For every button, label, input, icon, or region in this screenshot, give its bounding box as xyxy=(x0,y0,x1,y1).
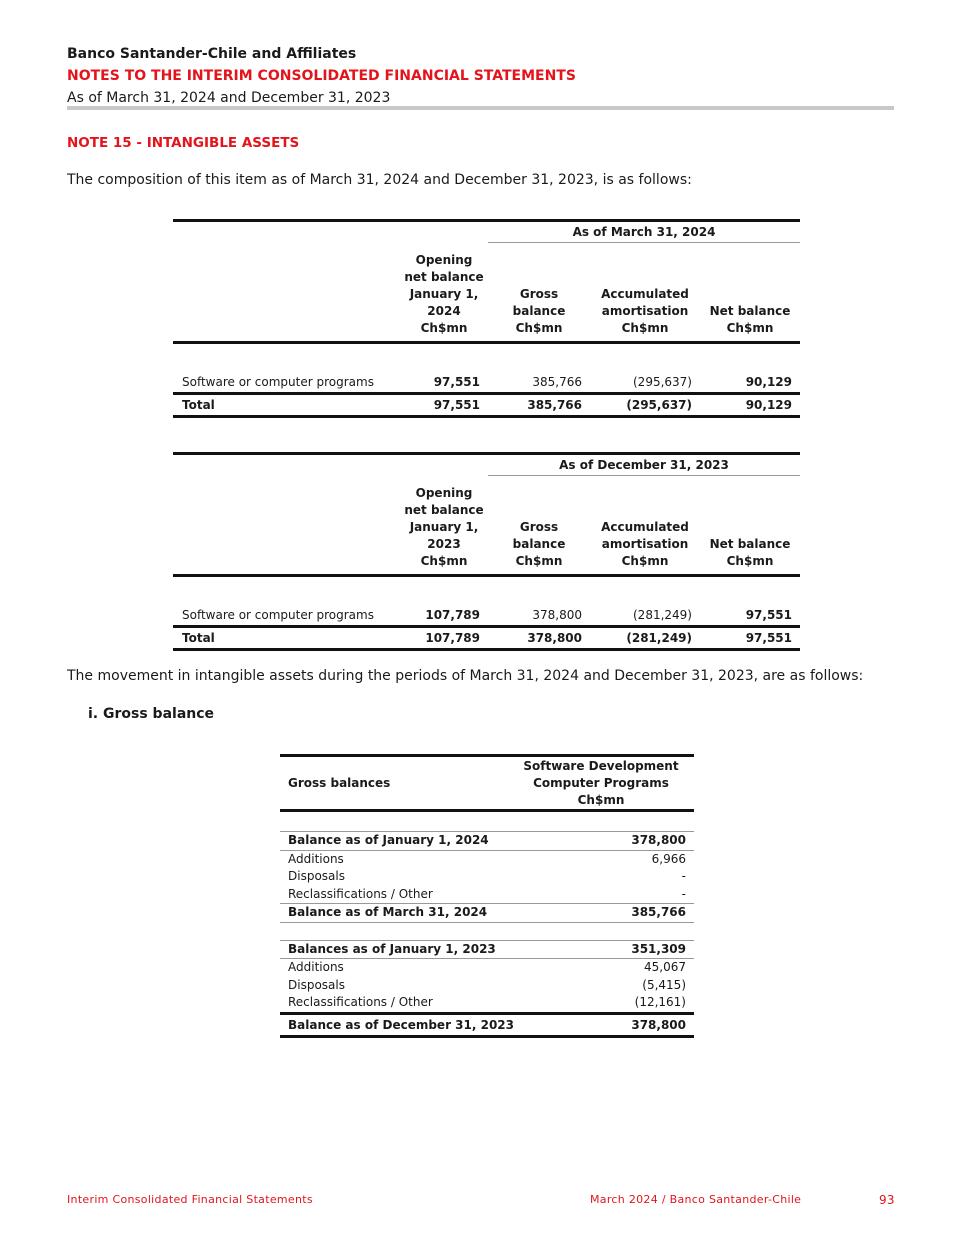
table-row: Software or computer programs 107,789 378,800 (281,249) 97,551 xyxy=(182,608,792,622)
col-header: Gross balances xyxy=(288,776,391,790)
col-header: Net balance Ch$mn xyxy=(709,537,791,568)
gross-balance-table xyxy=(280,754,694,1038)
table-row: Reclassifications / Other (12,161) xyxy=(288,995,686,1009)
period: As of March 31, 2024 and December 31, 2023 xyxy=(67,90,391,106)
intro-text: The composition of this item as of March 31, 2024 and December 31, 2023, is as follows: xyxy=(67,172,692,188)
table-row: Balance as of March 31, 2024 385,766 xyxy=(288,905,686,919)
col-header: Software Development Computer Programs Ch$mn xyxy=(523,758,679,807)
table-row: Balances as of January 1, 2023 351,309 xyxy=(288,941,686,956)
col-header: Gross balance Ch$mn xyxy=(512,520,566,568)
table-row: Disposals - xyxy=(288,869,686,883)
table-row: Disposals (5,415) xyxy=(288,977,686,992)
document-title: NOTES TO THE INTERIM CONSOLIDATED FINANCIAL STATEMENTS xyxy=(67,68,576,84)
subsection-title: i. Gross balance xyxy=(88,706,215,722)
composition-table-2023 xyxy=(173,452,800,651)
col-header: Opening net balance January 1, 2023 Ch$mn xyxy=(404,486,484,568)
total-row: Total 97,551 385,766 (295,637) 90,129 xyxy=(182,398,792,412)
movement-text: The movement in intangible assets during the periods of March 31, 2024 and December 31, 2023, are as follows: xyxy=(67,668,864,684)
table-row: Reclassifications / Other - xyxy=(288,886,686,901)
footer-left: Interim Consolidated Financial Statements xyxy=(67,1193,313,1206)
col-header: Net balance Ch$mn xyxy=(709,304,791,335)
header-divider xyxy=(67,106,894,110)
company-name: Banco Santander-Chile and Affiliates xyxy=(67,46,357,62)
table-row: Additions 6,966 xyxy=(288,851,686,866)
table-row: Balance as of January 1, 2024 378,800 xyxy=(288,833,686,847)
table-row: Software or computer programs 97,551 385,766 (295,637) 90,129 xyxy=(182,375,792,389)
table-row: Balance as of December 31, 2023 378,800 xyxy=(288,1017,686,1032)
col-header: Gross balance Ch$mn xyxy=(512,287,566,335)
col-header: Accumulated amortisation Ch$mn xyxy=(601,287,689,335)
footer-center: March 2024 / Banco Santander-Chile xyxy=(590,1193,802,1206)
composition-table-2024 xyxy=(173,219,800,418)
col-header: Accumulated amortisation Ch$mn xyxy=(601,520,689,568)
page-number: 93 xyxy=(879,1193,895,1207)
table-row: Additions 45,067 xyxy=(288,960,686,974)
group-header: As of March 31, 2024 xyxy=(488,222,800,243)
group-header: As of December 31, 2023 xyxy=(488,455,800,476)
total-row: Total 107,789 378,800 (281,249) 97,551 xyxy=(182,631,792,645)
col-header: Opening net balance January 1, 2024 Ch$mn xyxy=(404,253,484,335)
note-title: NOTE 15 - INTANGIBLE ASSETS xyxy=(67,135,300,151)
